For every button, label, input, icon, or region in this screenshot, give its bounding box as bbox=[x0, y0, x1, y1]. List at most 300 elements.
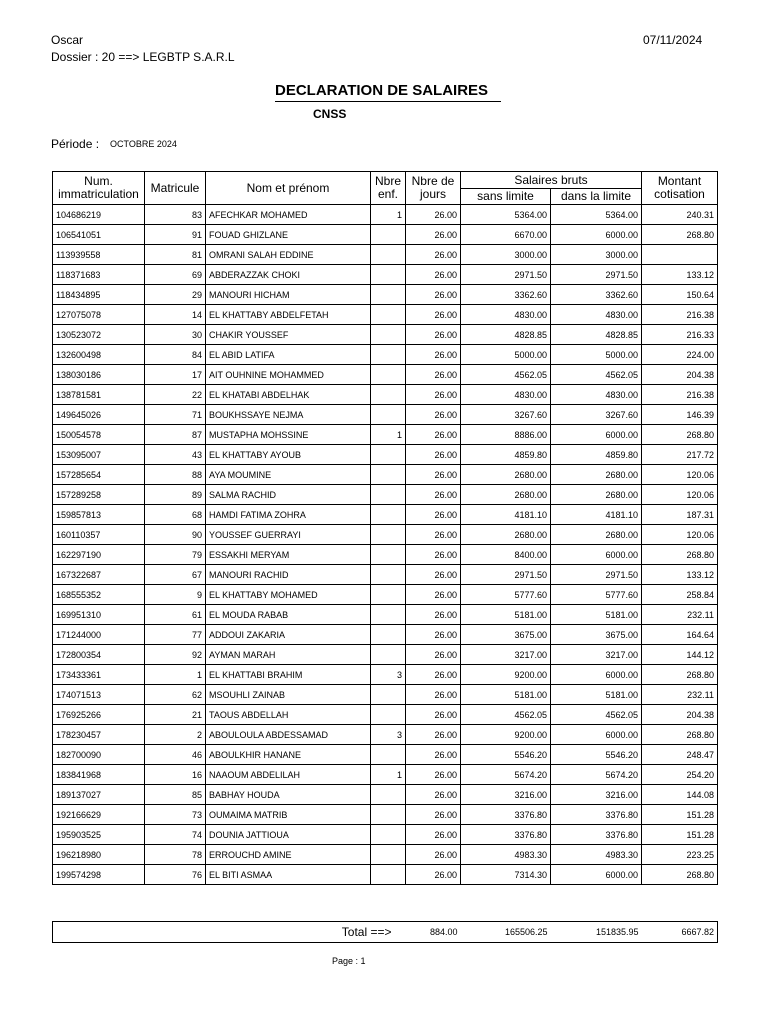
cell-cotisation: 268.80 bbox=[642, 865, 718, 885]
table-row bbox=[53, 445, 718, 465]
cell-enf bbox=[371, 685, 406, 705]
cell-sans-limite: 2680.00 bbox=[461, 465, 551, 485]
cell-matricule: 61 bbox=[145, 605, 206, 625]
cell-matricule: 87 bbox=[145, 425, 206, 445]
cell-dans-limite: 6000.00 bbox=[551, 665, 642, 685]
cell-sans-limite: 5674.20 bbox=[461, 765, 551, 785]
cell-cotisation: 224.00 bbox=[642, 345, 718, 365]
table-row bbox=[53, 645, 718, 665]
cell-matricule: 85 bbox=[145, 785, 206, 805]
cell-jours: 26.00 bbox=[406, 545, 461, 565]
cell-nom: AFECHKAR MOHAMED bbox=[206, 205, 371, 225]
cell-jours: 26.00 bbox=[406, 485, 461, 505]
table-row bbox=[53, 465, 718, 485]
cell-num: 167322687 bbox=[53, 565, 145, 585]
cell-cotisation bbox=[642, 245, 718, 265]
periode-label: Période : bbox=[51, 137, 100, 151]
cell-sans-limite: 3376.80 bbox=[461, 825, 551, 845]
cell-dans-limite: 2680.00 bbox=[551, 525, 642, 545]
table-row bbox=[53, 845, 718, 865]
cell-nom: BABHAY HOUDA bbox=[206, 785, 371, 805]
cell-jours: 26.00 bbox=[406, 325, 461, 345]
cell-num: 192166629 bbox=[53, 805, 145, 825]
cell-nom: ADDOUI ZAKARIA bbox=[206, 625, 371, 645]
cell-nom: EL KHATTABI BRAHIM bbox=[206, 665, 371, 685]
cell-enf bbox=[371, 405, 406, 425]
cell-jours: 26.00 bbox=[406, 525, 461, 545]
cell-nom: DOUNIA JATTIOUA bbox=[206, 825, 371, 845]
salary-table bbox=[52, 171, 718, 885]
cell-enf bbox=[371, 385, 406, 405]
cell-enf bbox=[371, 565, 406, 585]
cell-enf bbox=[371, 605, 406, 625]
cell-jours: 26.00 bbox=[406, 445, 461, 465]
cell-matricule: 16 bbox=[145, 765, 206, 785]
cell-dans-limite: 4859.80 bbox=[551, 445, 642, 465]
cell-matricule: 1 bbox=[145, 665, 206, 685]
cell-dans-limite: 3000.00 bbox=[551, 245, 642, 265]
cell-enf bbox=[371, 585, 406, 605]
cell-jours: 26.00 bbox=[406, 865, 461, 885]
cell-enf bbox=[371, 525, 406, 545]
cell-jours: 26.00 bbox=[406, 725, 461, 745]
cell-nom: NAAOUM ABDELILAH bbox=[206, 765, 371, 785]
cell-jours: 26.00 bbox=[406, 245, 461, 265]
table-row bbox=[53, 585, 718, 605]
table-row bbox=[53, 525, 718, 545]
cell-sans-limite: 2680.00 bbox=[461, 485, 551, 505]
cell-jours: 26.00 bbox=[406, 825, 461, 845]
cell-dans-limite: 4562.05 bbox=[551, 705, 642, 725]
cell-jours: 26.00 bbox=[406, 205, 461, 225]
cell-matricule: 84 bbox=[145, 345, 206, 365]
cell-jours: 26.00 bbox=[406, 285, 461, 305]
cell-nom: EL KHATTABY AYOUB bbox=[206, 445, 371, 465]
cell-cotisation: 268.80 bbox=[642, 665, 718, 685]
cell-nom: CHAKIR YOUSSEF bbox=[206, 325, 371, 345]
cell-num: 174071513 bbox=[53, 685, 145, 705]
cell-dans-limite: 3217.00 bbox=[551, 645, 642, 665]
cell-dans-limite: 3376.80 bbox=[551, 825, 642, 845]
cell-nom: AYMAN MARAH bbox=[206, 645, 371, 665]
cell-nom: MSOUHLI ZAINAB bbox=[206, 685, 371, 705]
cell-jours: 26.00 bbox=[406, 465, 461, 485]
total-label: Total ==> bbox=[341, 925, 392, 939]
cell-nom: FOUAD GHIZLANE bbox=[206, 225, 371, 245]
cell-dans-limite: 5777.60 bbox=[551, 585, 642, 605]
cell-enf bbox=[371, 825, 406, 845]
cell-enf bbox=[371, 285, 406, 305]
cell-matricule: 22 bbox=[145, 385, 206, 405]
cell-sans-limite: 3675.00 bbox=[461, 625, 551, 645]
table-row bbox=[53, 545, 718, 565]
cell-sans-limite: 3267.60 bbox=[461, 405, 551, 425]
cell-jours: 26.00 bbox=[406, 305, 461, 325]
cell-enf: 3 bbox=[371, 725, 406, 745]
cell-dans-limite: 4562.05 bbox=[551, 365, 642, 385]
cell-enf bbox=[371, 265, 406, 285]
cell-sans-limite: 2971.50 bbox=[461, 565, 551, 585]
table-row bbox=[53, 765, 718, 785]
cell-cotisation: 120.06 bbox=[642, 485, 718, 505]
cell-enf bbox=[371, 365, 406, 385]
cell-sans-limite: 3217.00 bbox=[461, 645, 551, 665]
cell-num: 118371683 bbox=[53, 265, 145, 285]
cell-num: 182700090 bbox=[53, 745, 145, 765]
cell-dans-limite: 5546.20 bbox=[551, 745, 642, 765]
table-row bbox=[53, 405, 718, 425]
cell-matricule: 74 bbox=[145, 825, 206, 845]
cell-nom: EL MOUDA RABAB bbox=[206, 605, 371, 625]
cell-num: 178230457 bbox=[53, 725, 145, 745]
cell-enf bbox=[371, 625, 406, 645]
cell-num: 138030186 bbox=[53, 365, 145, 385]
cell-jours: 26.00 bbox=[406, 805, 461, 825]
col-header-salaires: Salaires bruts bbox=[461, 172, 642, 189]
cell-jours: 26.00 bbox=[406, 505, 461, 525]
cell-dans-limite: 4830.00 bbox=[551, 385, 642, 405]
cell-enf bbox=[371, 325, 406, 345]
cell-num: 196218980 bbox=[53, 845, 145, 865]
cell-dans-limite: 2971.50 bbox=[551, 265, 642, 285]
cell-matricule: 17 bbox=[145, 365, 206, 385]
cell-num: 153095007 bbox=[53, 445, 145, 465]
cell-nom: ABOULKHIR HANANE bbox=[206, 745, 371, 765]
cell-cotisation: 258.84 bbox=[642, 585, 718, 605]
cell-sans-limite: 5546.20 bbox=[461, 745, 551, 765]
cell-matricule: 29 bbox=[145, 285, 206, 305]
cell-num: 104686219 bbox=[53, 205, 145, 225]
col-header-matricule: Matricule bbox=[145, 172, 206, 205]
cell-cotisation: 133.12 bbox=[642, 565, 718, 585]
col-header-montant: Montant cotisation bbox=[642, 172, 718, 205]
cell-matricule: 92 bbox=[145, 645, 206, 665]
cell-cotisation: 268.80 bbox=[642, 545, 718, 565]
cell-jours: 26.00 bbox=[406, 225, 461, 245]
cell-sans-limite: 4181.10 bbox=[461, 505, 551, 525]
cell-cotisation: 223.25 bbox=[642, 845, 718, 865]
cell-num: 149645026 bbox=[53, 405, 145, 425]
cell-dans-limite: 4828.85 bbox=[551, 325, 642, 345]
cell-jours: 26.00 bbox=[406, 665, 461, 685]
cell-enf bbox=[371, 805, 406, 825]
cell-cotisation: 248.47 bbox=[642, 745, 718, 765]
cell-num: 127075078 bbox=[53, 305, 145, 325]
table-row bbox=[53, 625, 718, 645]
table-row bbox=[53, 605, 718, 625]
cell-sans-limite: 4562.05 bbox=[461, 705, 551, 725]
table-row bbox=[53, 825, 718, 845]
table-row bbox=[53, 745, 718, 765]
table-row bbox=[53, 285, 718, 305]
cell-dans-limite: 3216.00 bbox=[551, 785, 642, 805]
cell-num: 150054578 bbox=[53, 425, 145, 445]
cell-jours: 26.00 bbox=[406, 425, 461, 445]
cell-sans-limite: 9200.00 bbox=[461, 665, 551, 685]
cell-sans-limite: 5364.00 bbox=[461, 205, 551, 225]
cell-jours: 26.00 bbox=[406, 565, 461, 585]
cell-nom: MANOURI RACHID bbox=[206, 565, 371, 585]
cell-sans-limite: 2680.00 bbox=[461, 525, 551, 545]
total-row bbox=[52, 921, 718, 943]
cell-dans-limite: 6000.00 bbox=[551, 225, 642, 245]
cell-num: 168555352 bbox=[53, 585, 145, 605]
col-header-nom: Nom et prénom bbox=[206, 172, 371, 205]
user-name: Oscar bbox=[51, 33, 84, 47]
cell-cotisation: 204.38 bbox=[642, 365, 718, 385]
cell-enf bbox=[371, 645, 406, 665]
cell-dans-limite: 6000.00 bbox=[551, 725, 642, 745]
cell-dans-limite: 3362.60 bbox=[551, 285, 642, 305]
cell-nom: OMRANI SALAH EDDINE bbox=[206, 245, 371, 265]
cell-cotisation: 164.64 bbox=[642, 625, 718, 645]
table-row bbox=[53, 705, 718, 725]
cell-nom: EL ABID LATIFA bbox=[206, 345, 371, 365]
cell-num: 199574298 bbox=[53, 865, 145, 885]
cell-cotisation: 133.12 bbox=[642, 265, 718, 285]
cell-sans-limite: 9200.00 bbox=[461, 725, 551, 745]
cell-nom: EL BITI ASMAA bbox=[206, 865, 371, 885]
cell-cotisation: 216.33 bbox=[642, 325, 718, 345]
cell-nom: ERROUCHD AMINE bbox=[206, 845, 371, 865]
cell-enf: 1 bbox=[371, 205, 406, 225]
cell-sans-limite: 5777.60 bbox=[461, 585, 551, 605]
cell-num: 106541051 bbox=[53, 225, 145, 245]
cell-num: 118434895 bbox=[53, 285, 145, 305]
cell-sans-limite: 3000.00 bbox=[461, 245, 551, 265]
cell-num: 189137027 bbox=[53, 785, 145, 805]
cell-enf bbox=[371, 745, 406, 765]
cell-num: 113939558 bbox=[53, 245, 145, 265]
cell-dans-limite: 6000.00 bbox=[551, 425, 642, 445]
cell-jours: 26.00 bbox=[406, 385, 461, 405]
cell-nom: EL KHATTABY MOHAMED bbox=[206, 585, 371, 605]
cell-cotisation: 151.28 bbox=[642, 805, 718, 825]
cell-matricule: 81 bbox=[145, 245, 206, 265]
report-date: 07/11/2024 bbox=[643, 33, 703, 47]
cell-num: 157289258 bbox=[53, 485, 145, 505]
table-row bbox=[53, 225, 718, 245]
cell-matricule: 21 bbox=[145, 705, 206, 725]
table-row bbox=[53, 665, 718, 685]
cell-num: 176925266 bbox=[53, 705, 145, 725]
cell-nom: EL KHATABI ABDELHAK bbox=[206, 385, 371, 405]
cell-nom: MANOURI HICHAM bbox=[206, 285, 371, 305]
table-row bbox=[53, 505, 718, 525]
cell-cotisation: 217.72 bbox=[642, 445, 718, 465]
table-row bbox=[53, 245, 718, 265]
cell-dans-limite: 5364.00 bbox=[551, 205, 642, 225]
cell-enf bbox=[371, 505, 406, 525]
cell-num: 159857813 bbox=[53, 505, 145, 525]
cell-matricule: 67 bbox=[145, 565, 206, 585]
cell-dans-limite: 4983.30 bbox=[551, 845, 642, 865]
cell-num: 160110357 bbox=[53, 525, 145, 545]
cell-jours: 26.00 bbox=[406, 585, 461, 605]
cell-dans-limite: 6000.00 bbox=[551, 545, 642, 565]
cell-sans-limite: 2971.50 bbox=[461, 265, 551, 285]
cell-enf bbox=[371, 485, 406, 505]
cell-matricule: 30 bbox=[145, 325, 206, 345]
cell-nom: ABOULOULA ABDESSAMAD bbox=[206, 725, 371, 745]
cell-num: 162297190 bbox=[53, 545, 145, 565]
cell-jours: 26.00 bbox=[406, 605, 461, 625]
cell-dans-limite: 3376.80 bbox=[551, 805, 642, 825]
cell-nom: OUMAIMA MATRIB bbox=[206, 805, 371, 825]
col-header-num: Num. immatriculation bbox=[53, 172, 145, 205]
cell-num: 172800354 bbox=[53, 645, 145, 665]
table-row bbox=[53, 865, 718, 885]
table-row bbox=[53, 805, 718, 825]
col-header-dans-limite: dans la limite bbox=[551, 189, 642, 205]
cell-cotisation: 144.08 bbox=[642, 785, 718, 805]
cell-sans-limite: 4828.85 bbox=[461, 325, 551, 345]
cell-num: 169951310 bbox=[53, 605, 145, 625]
cell-matricule: 71 bbox=[145, 405, 206, 425]
table-row bbox=[53, 305, 718, 325]
cell-jours: 26.00 bbox=[406, 645, 461, 665]
table-row bbox=[53, 725, 718, 745]
cell-matricule: 79 bbox=[145, 545, 206, 565]
cell-enf bbox=[371, 225, 406, 245]
cell-enf: 1 bbox=[371, 765, 406, 785]
cell-cotisation: 120.06 bbox=[642, 525, 718, 545]
total-cotisation: 6667.82 bbox=[681, 927, 714, 937]
cell-matricule: 78 bbox=[145, 845, 206, 865]
cell-cotisation: 216.38 bbox=[642, 305, 718, 325]
cell-matricule: 68 bbox=[145, 505, 206, 525]
cell-sans-limite: 5000.00 bbox=[461, 345, 551, 365]
total-dans-limite: 151835.95 bbox=[595, 927, 639, 937]
cell-dans-limite: 4830.00 bbox=[551, 305, 642, 325]
cell-cotisation: 151.28 bbox=[642, 825, 718, 845]
cell-cotisation: 268.80 bbox=[642, 425, 718, 445]
dossier-label: Dossier : 20 ==> LEGBTP S.A.R.L bbox=[51, 50, 235, 64]
page-number: Page : 1 bbox=[332, 956, 366, 966]
cell-matricule: 90 bbox=[145, 525, 206, 545]
cell-num: 173433361 bbox=[53, 665, 145, 685]
cell-matricule: 2 bbox=[145, 725, 206, 745]
cell-enf bbox=[371, 465, 406, 485]
cell-cotisation: 254.20 bbox=[642, 765, 718, 785]
cell-sans-limite: 3216.00 bbox=[461, 785, 551, 805]
cell-cotisation: 232.11 bbox=[642, 685, 718, 705]
cell-nom: ESSAKHI MERYAM bbox=[206, 545, 371, 565]
table-row bbox=[53, 365, 718, 385]
cell-nom: TAOUS ABDELLAH bbox=[206, 705, 371, 725]
cell-jours: 26.00 bbox=[406, 785, 461, 805]
periode-value: OCTOBRE 2024 bbox=[110, 139, 177, 149]
table-row bbox=[53, 785, 718, 805]
cell-matricule: 89 bbox=[145, 485, 206, 505]
cell-jours: 26.00 bbox=[406, 845, 461, 865]
cell-sans-limite: 8400.00 bbox=[461, 545, 551, 565]
cell-dans-limite: 3267.60 bbox=[551, 405, 642, 425]
cell-nom: MUSTAPHA MOHSSINE bbox=[206, 425, 371, 445]
cell-num: 183841968 bbox=[53, 765, 145, 785]
cell-cotisation: 204.38 bbox=[642, 705, 718, 725]
table-row bbox=[53, 485, 718, 505]
cell-nom: ABDERAZZAK CHOKI bbox=[206, 265, 371, 285]
cell-num: 130523072 bbox=[53, 325, 145, 345]
cell-jours: 26.00 bbox=[406, 705, 461, 725]
cell-dans-limite: 4181.10 bbox=[551, 505, 642, 525]
cell-dans-limite: 2680.00 bbox=[551, 485, 642, 505]
cell-enf bbox=[371, 845, 406, 865]
cell-matricule: 76 bbox=[145, 865, 206, 885]
cell-matricule: 43 bbox=[145, 445, 206, 465]
col-header-sans-limite: sans limite bbox=[461, 189, 551, 205]
cell-matricule: 83 bbox=[145, 205, 206, 225]
cell-sans-limite: 4562.05 bbox=[461, 365, 551, 385]
cell-matricule: 91 bbox=[145, 225, 206, 245]
cell-enf bbox=[371, 545, 406, 565]
cell-sans-limite: 4830.00 bbox=[461, 305, 551, 325]
cell-dans-limite: 2680.00 bbox=[551, 465, 642, 485]
cell-jours: 26.00 bbox=[406, 625, 461, 645]
cell-enf bbox=[371, 345, 406, 365]
cell-num: 138781581 bbox=[53, 385, 145, 405]
table-row bbox=[53, 425, 718, 445]
cell-num: 157285654 bbox=[53, 465, 145, 485]
report-subtitle: CNSS bbox=[313, 107, 347, 121]
table-row bbox=[53, 385, 718, 405]
cell-cotisation: 232.11 bbox=[642, 605, 718, 625]
table-body bbox=[53, 205, 718, 885]
cell-nom: BOUKHSSAYE NEJMA bbox=[206, 405, 371, 425]
cell-matricule: 88 bbox=[145, 465, 206, 485]
cell-nom: SALMA RACHID bbox=[206, 485, 371, 505]
table-row bbox=[53, 685, 718, 705]
cell-enf bbox=[371, 305, 406, 325]
cell-jours: 26.00 bbox=[406, 345, 461, 365]
cell-num: 171244000 bbox=[53, 625, 145, 645]
cell-sans-limite: 4983.30 bbox=[461, 845, 551, 865]
table-row bbox=[53, 325, 718, 345]
cell-cotisation: 144.12 bbox=[642, 645, 718, 665]
cell-enf: 1 bbox=[371, 425, 406, 445]
table-row bbox=[53, 565, 718, 585]
cell-sans-limite: 5181.00 bbox=[461, 685, 551, 705]
col-header-enf: Nbre enf. bbox=[371, 172, 406, 205]
cell-matricule: 69 bbox=[145, 265, 206, 285]
table-row bbox=[53, 345, 718, 365]
cell-cotisation: 268.80 bbox=[642, 725, 718, 745]
cell-dans-limite: 3675.00 bbox=[551, 625, 642, 645]
cell-jours: 26.00 bbox=[406, 765, 461, 785]
cell-sans-limite: 7314.30 bbox=[461, 865, 551, 885]
cell-dans-limite: 5181.00 bbox=[551, 685, 642, 705]
cell-dans-limite: 2971.50 bbox=[551, 565, 642, 585]
cell-cotisation: 150.64 bbox=[642, 285, 718, 305]
cell-enf bbox=[371, 245, 406, 265]
cell-sans-limite: 8886.00 bbox=[461, 425, 551, 445]
cell-nom: AIT OUHNINE MOHAMMED bbox=[206, 365, 371, 385]
cell-enf bbox=[371, 785, 406, 805]
cell-sans-limite: 4830.00 bbox=[461, 385, 551, 405]
report-title: DECLARATION DE SALAIRES bbox=[275, 82, 489, 99]
cell-nom: AYA MOUMINE bbox=[206, 465, 371, 485]
cell-sans-limite: 3362.60 bbox=[461, 285, 551, 305]
cell-sans-limite: 3376.80 bbox=[461, 805, 551, 825]
cell-dans-limite: 5000.00 bbox=[551, 345, 642, 365]
cell-sans-limite: 5181.00 bbox=[461, 605, 551, 625]
cell-matricule: 46 bbox=[145, 745, 206, 765]
cell-enf bbox=[371, 705, 406, 725]
cell-jours: 26.00 bbox=[406, 365, 461, 385]
cell-num: 132600498 bbox=[53, 345, 145, 365]
cell-jours: 26.00 bbox=[406, 745, 461, 765]
